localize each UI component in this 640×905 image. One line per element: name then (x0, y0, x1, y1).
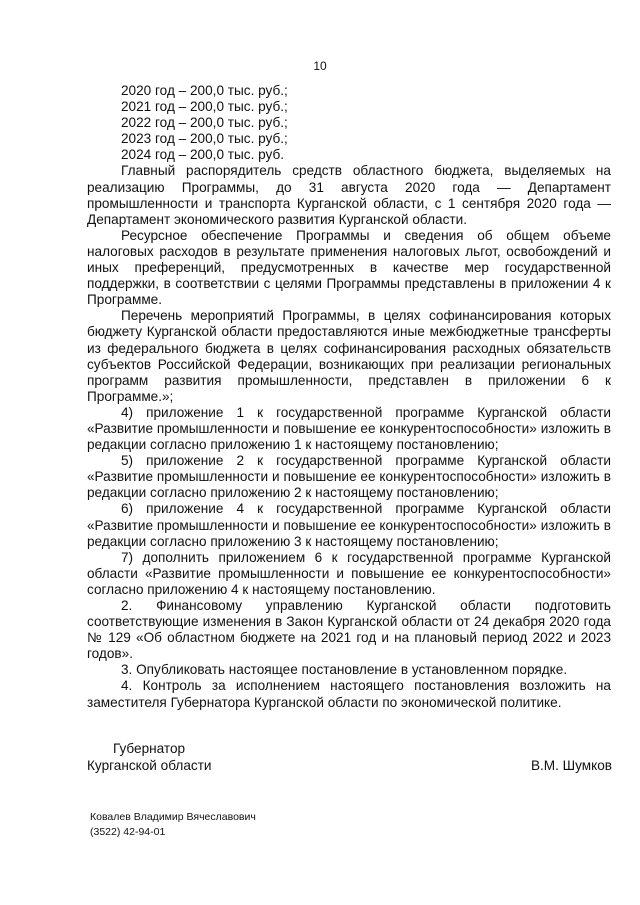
document-body (87, 83, 611, 711)
funding-line-2024: 2024 год – 200,0 тыс. руб. (121, 147, 285, 163)
funding-line-2020: 2020 год – 200,0 тыс. руб.; (121, 83, 288, 98)
signature-position (87, 740, 212, 774)
contact-block (90, 810, 256, 840)
contact-name: Ковалев Владимир Вячеславович (90, 811, 256, 823)
paragraph-item-5: 5) приложение 2 к государственной программе Курганской области «Развитие промышленности и повышение ее конкурентоспособности» изложить в редакции согласно приложению 2 к настоящему постановлению; (87, 453, 611, 501)
paragraph-item-7: 7) дополнить приложением 6 к государственной программе Курганской области «Развитие промышленности и повышение ее конкурентоспособности» согласно приложению 4 к настоящему постановлению. (87, 549, 611, 597)
paragraph-budget-manager: Главный распорядитель средств областного бюджета, выделяемых на реализацию Программы, до 31 августа 2020 года — Департамент промышленности и транспорта Курганской области, с 1 сентября 2020 года — Департамент экономического развития Курганской области. (87, 163, 611, 227)
paragraph-item-4: 4) приложение 1 к государственной программе Курганской области «Развитие промышленности и повышение ее конкурентоспособности» изложить в редакции согласно приложению 1 к настоящему постановлению; (87, 404, 611, 453)
signature-position-title: Губернатор (113, 741, 186, 756)
signature-position-region: Курганской области (87, 758, 212, 773)
funding-line-2021: 2021 год – 200,0 тыс. руб.; (121, 99, 288, 115)
funding-line-2022: 2022 год – 200,0 тыс. руб.; (121, 115, 288, 131)
paragraph-item-6: 6) приложение 4 к государственной программе Курганской области «Развитие промышленности и повышение ее конкурентоспособности» изложить в редакции согласно приложению 3 к настоящему постановлению; (87, 501, 611, 549)
paragraph-clause-4: 4. Контроль за исполнением настоящего постановления возложить на заместителя Губернатора Курганской области по экономической политике. (87, 678, 611, 710)
funding-line-2023: 2023 год – 200,0 тыс. руб.; (121, 131, 288, 147)
paragraph-clause-2: 2. Финансовому управлению Курганской области подготовить соответствующие изменения в Закон Курганской области от 24 декабря 2020 года № 129 «Об областном бюджете на 2021 год и на плановый период 2022 и 2023 годов». (87, 598, 611, 662)
signature-name: В.М. Шумков (530, 758, 612, 773)
page-number: 10 (313, 59, 327, 73)
paragraph-measures-list: Перечень мероприятий Программы, в целях софинансирования которых бюджету Курганской области предоставляются иные межбюджетные трансферты из федерального бюджета в целях софинансирования расходных обязательств субъектов Российской Федерации, возникающих при реализации региональных программ развития промышленности, представлен в приложении 6 к Программе.»; (87, 308, 611, 404)
contact-phone: (3522) 42-94-01 (90, 826, 166, 838)
funding-list (87, 83, 611, 163)
paragraph-resource-support: Ресурсное обеспечение Программы и сведения об общем объеме налоговых расходов в результате применения налоговых льгот, освобождений и иных преференций, предусмотренных в качестве мер государственной поддержки, в соответствии с целями Программы представлены в приложении 4 к Программе. (87, 227, 611, 308)
paragraph-clause-3: 3. Опубликовать настоящее постановление в установленном порядке. (121, 662, 568, 678)
